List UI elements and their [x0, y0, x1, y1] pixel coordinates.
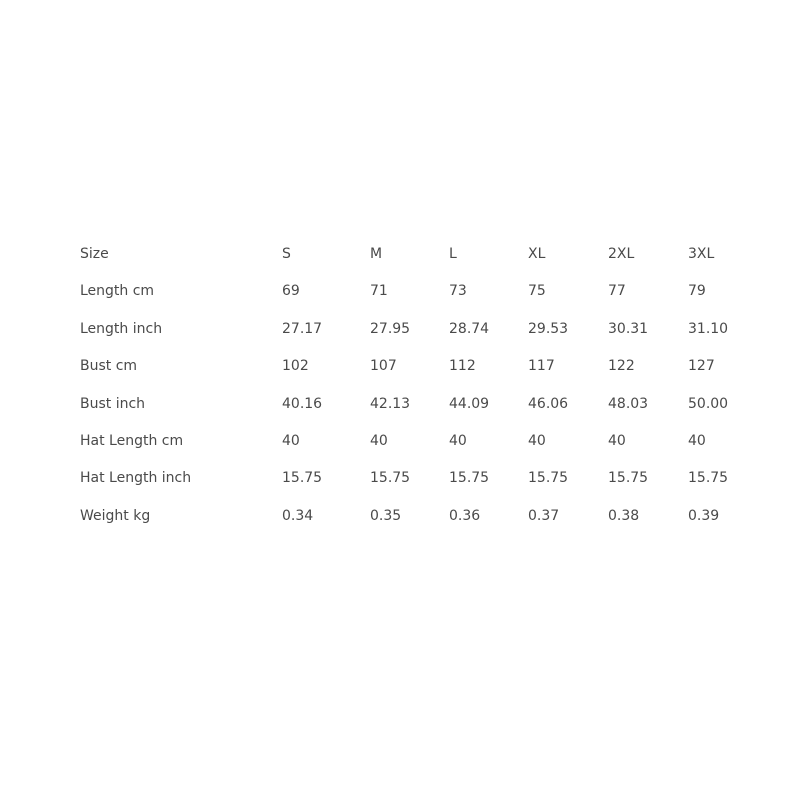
table-cell: 75: [528, 283, 546, 300]
table-row-hat-length-inch: [80, 460, 760, 497]
table-cell: 0.36: [449, 507, 481, 524]
header-cell-2xl: 2XL: [608, 246, 635, 262]
table-cell: 40.16: [282, 395, 323, 412]
table-cell: 15.75: [528, 470, 569, 487]
table-cell: 127: [688, 358, 715, 375]
header-cell-label: Size: [80, 246, 109, 262]
table-cell: 122: [608, 358, 635, 375]
table-cell: 102: [282, 358, 309, 375]
table-cell: 40: [370, 432, 388, 449]
table-cell: 15.75: [449, 470, 490, 487]
table-cell: 50.00: [688, 395, 729, 412]
table-cell: 15.75: [688, 470, 729, 487]
row-label: Length inch: [80, 320, 163, 337]
table-row-length-cm: [80, 273, 760, 310]
table-cell: 40: [449, 432, 467, 449]
table-cell: 107: [370, 358, 397, 375]
table-cell: 0.38: [608, 507, 640, 524]
size-chart-table: [80, 236, 760, 535]
table-cell: 117: [528, 358, 555, 375]
table-cell: 69: [282, 283, 300, 300]
table-cell: 0.34: [282, 507, 314, 524]
row-label: Bust cm: [80, 358, 138, 375]
table-cell: 30.31: [608, 320, 649, 337]
table-row-length-inch: [80, 311, 760, 348]
table-cell: 40: [608, 432, 626, 449]
table-cell: 15.75: [608, 470, 649, 487]
table-cell: 46.06: [528, 395, 569, 412]
header-cell-s: S: [282, 246, 291, 262]
table-cell: 15.75: [370, 470, 411, 487]
table-header-row: [80, 236, 760, 273]
header-cell-xl: XL: [528, 246, 546, 262]
table-row-hat-length-cm: [80, 423, 760, 460]
table-cell: 27.95: [370, 320, 411, 337]
table-row-bust-inch: [80, 386, 760, 423]
header-cell-l: L: [449, 246, 457, 262]
table-cell: 40: [688, 432, 706, 449]
table-cell: 15.75: [282, 470, 323, 487]
table-cell: 0.35: [370, 507, 402, 524]
table-cell: 0.39: [688, 507, 720, 524]
row-label: Bust inch: [80, 395, 146, 412]
table-cell: 42.13: [370, 395, 411, 412]
table-cell: 40: [282, 432, 300, 449]
row-label: Hat Length cm: [80, 432, 184, 449]
table-cell: 73: [449, 283, 467, 300]
table-row-bust-cm: [80, 348, 760, 385]
table-cell: 48.03: [608, 395, 649, 412]
table-cell: 31.10: [688, 320, 729, 337]
table-cell: 0.37: [528, 507, 560, 524]
row-label: Weight kg: [80, 507, 151, 524]
table-cell: 112: [449, 358, 476, 375]
table-cell: 44.09: [449, 395, 490, 412]
table-cell: 27.17: [282, 320, 323, 337]
table-cell: 28.74: [449, 320, 490, 337]
header-cell-3xl: 3XL: [688, 246, 715, 262]
table-cell: 29.53: [528, 320, 569, 337]
table-cell: 77: [608, 283, 626, 300]
table-cell: 79: [688, 283, 706, 300]
row-label: Length cm: [80, 283, 155, 300]
table-row-weight-kg: [80, 498, 760, 535]
table-cell: 71: [370, 283, 388, 300]
row-label: Hat Length inch: [80, 470, 192, 487]
header-cell-m: M: [370, 246, 383, 262]
table-cell: 40: [528, 432, 546, 449]
